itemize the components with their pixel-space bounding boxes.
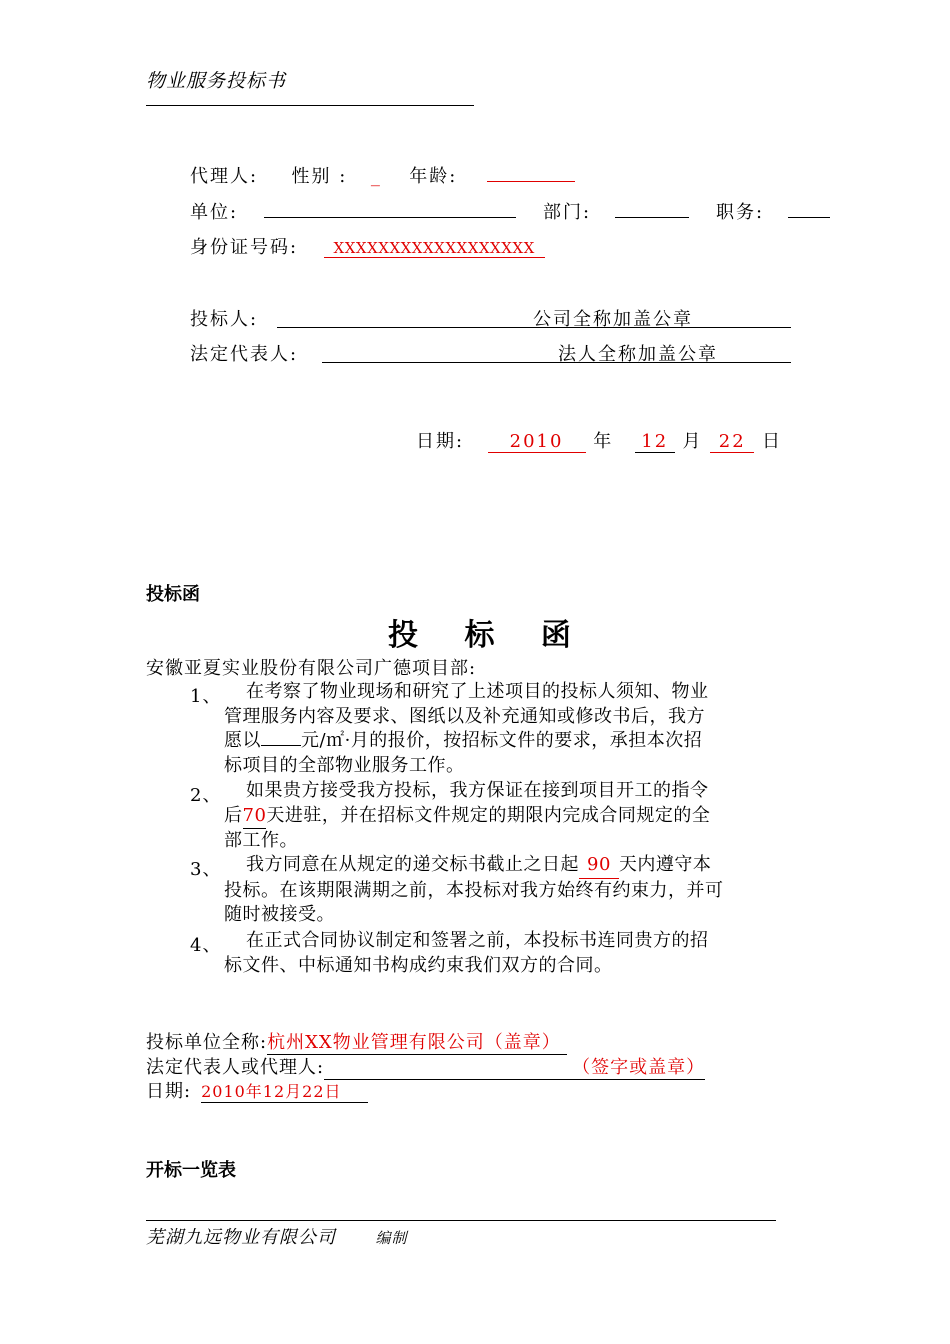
item-2-text xyxy=(224,779,814,854)
dept-field xyxy=(615,199,689,218)
bidder-field xyxy=(277,305,791,328)
item-2-days: 70 xyxy=(243,804,267,830)
footer-suffix: 编制 xyxy=(375,1229,408,1247)
letter-date-label: 日期: xyxy=(146,1081,192,1102)
item-3-line-1a: 我方同意在从规定的递交标书截止之日起 xyxy=(246,854,579,875)
dept-label: 部门: xyxy=(543,202,592,223)
item-3-days: 90 xyxy=(579,853,619,879)
item-2-line-1: 如果贵方接受我方投标，我方保证在接到项目开工的指令 xyxy=(246,780,709,801)
item-1-line-1: 在考察了物业现场和研究了上述项目的投标人须知、物业 xyxy=(246,681,709,702)
item-1-number: 1、 xyxy=(190,686,222,707)
item-3-text xyxy=(224,853,814,928)
bidder-unit-value: 杭州XX物业管理有限公司（盖章） xyxy=(267,1028,567,1055)
letter-date-value: 2010年12月22日 xyxy=(201,1079,367,1103)
letter-section-heading: 投标函 xyxy=(146,584,200,605)
gender-value: _ xyxy=(370,166,382,187)
gender-label: 性别 : xyxy=(291,166,348,187)
date-month-unit: 月 xyxy=(682,431,703,452)
age-field xyxy=(487,163,575,182)
item-1-line-3a: 愿以 xyxy=(224,730,261,751)
item-2-line-2b: 天进驻，并在招标文件规定的期限内完成合同规定的全 xyxy=(266,804,711,826)
opening-table-heading: 开标一览表 xyxy=(146,1160,236,1181)
unit-label: 单位: xyxy=(190,202,239,223)
item-2-line-2a: 后 xyxy=(224,804,243,826)
date-day: 22 xyxy=(710,431,754,453)
item-2-line-2 xyxy=(224,804,814,830)
footer-company: 芜湖九远物业有限公司 xyxy=(146,1227,336,1248)
rep-value: （签字或盖章） xyxy=(324,1053,705,1080)
page-header-title: 物业服务投标书 xyxy=(146,70,287,92)
item-1-line-4: 标项目的全部物业服务工作。 xyxy=(224,754,465,776)
item-4-number: 4、 xyxy=(190,935,222,956)
item-4-line-2: 标文件、中标通知书构成约束我们双方的合同。 xyxy=(224,954,613,976)
id-value: XXXXXXXXXXXXXXXXXX xyxy=(324,239,545,258)
date-label: 日期: xyxy=(416,431,465,452)
item-3-number: 3、 xyxy=(190,859,222,880)
agent-label: 代理人: xyxy=(190,166,259,187)
unit-row xyxy=(190,198,830,224)
age-label: 年龄: xyxy=(409,166,458,187)
legal-rep-field xyxy=(322,340,791,363)
date-year: 2010 xyxy=(488,431,586,453)
item-1-price-field xyxy=(261,729,301,746)
legal-rep-value: 法人全称加盖公章 xyxy=(558,344,718,365)
item-1-line-3 xyxy=(224,729,814,754)
header-rule xyxy=(146,105,474,106)
item-4-line-1: 在正式合同协议制定和签署之前，本投标书连同贵方的招 xyxy=(246,930,709,951)
position-field xyxy=(788,199,830,218)
item-3-line-2: 投标。在该期限满期之前，本投标对我方始终有约束力，并可 xyxy=(224,879,724,901)
item-1-line-2: 管理服务内容及要求、图纸以及补充通知或修改书后，我方 xyxy=(224,705,705,727)
bidder-label: 投标人: xyxy=(190,309,259,330)
item-2-number: 2、 xyxy=(190,785,222,806)
letter-title: 投 标 函 xyxy=(388,618,589,653)
rep-row xyxy=(146,1053,705,1080)
footer xyxy=(146,1223,407,1249)
date-year-unit: 年 xyxy=(593,431,614,452)
legal-rep-row xyxy=(190,340,298,366)
footer-rule xyxy=(146,1220,776,1221)
date-month: 12 xyxy=(635,431,675,453)
agent-row xyxy=(190,162,575,188)
id-row xyxy=(190,233,545,259)
unit-field xyxy=(264,199,516,218)
bidder-unit-label: 投标单位全称: xyxy=(146,1032,268,1053)
item-3-line-1b: 天内遵守本 xyxy=(618,854,712,875)
item-3-line-3: 随时被接受。 xyxy=(224,904,335,925)
letter-date-row xyxy=(146,1077,368,1103)
item-1-text xyxy=(224,680,814,778)
bidder-value: 公司全称加盖公章 xyxy=(533,309,693,330)
item-4-text xyxy=(224,929,814,978)
rep-label: 法定代表人或代理人: xyxy=(146,1057,325,1078)
date-day-unit: 日 xyxy=(761,431,782,452)
bidder-row xyxy=(190,305,258,331)
item-2-line-3: 部工作。 xyxy=(224,830,298,851)
legal-rep-label: 法定代表人: xyxy=(190,344,299,365)
date-row xyxy=(416,427,782,453)
item-1-line-3b: 元/㎡·月的报价，按招标文件的要求，承担本次招 xyxy=(301,730,703,751)
letter-addressee: 安徽亚夏实业股份有限公司广德项目部: xyxy=(146,658,477,679)
position-label: 职务: xyxy=(716,202,765,223)
id-label: 身份证号码: xyxy=(190,237,299,258)
bidder-unit-row xyxy=(146,1028,567,1055)
item-3-line-1 xyxy=(224,853,814,879)
